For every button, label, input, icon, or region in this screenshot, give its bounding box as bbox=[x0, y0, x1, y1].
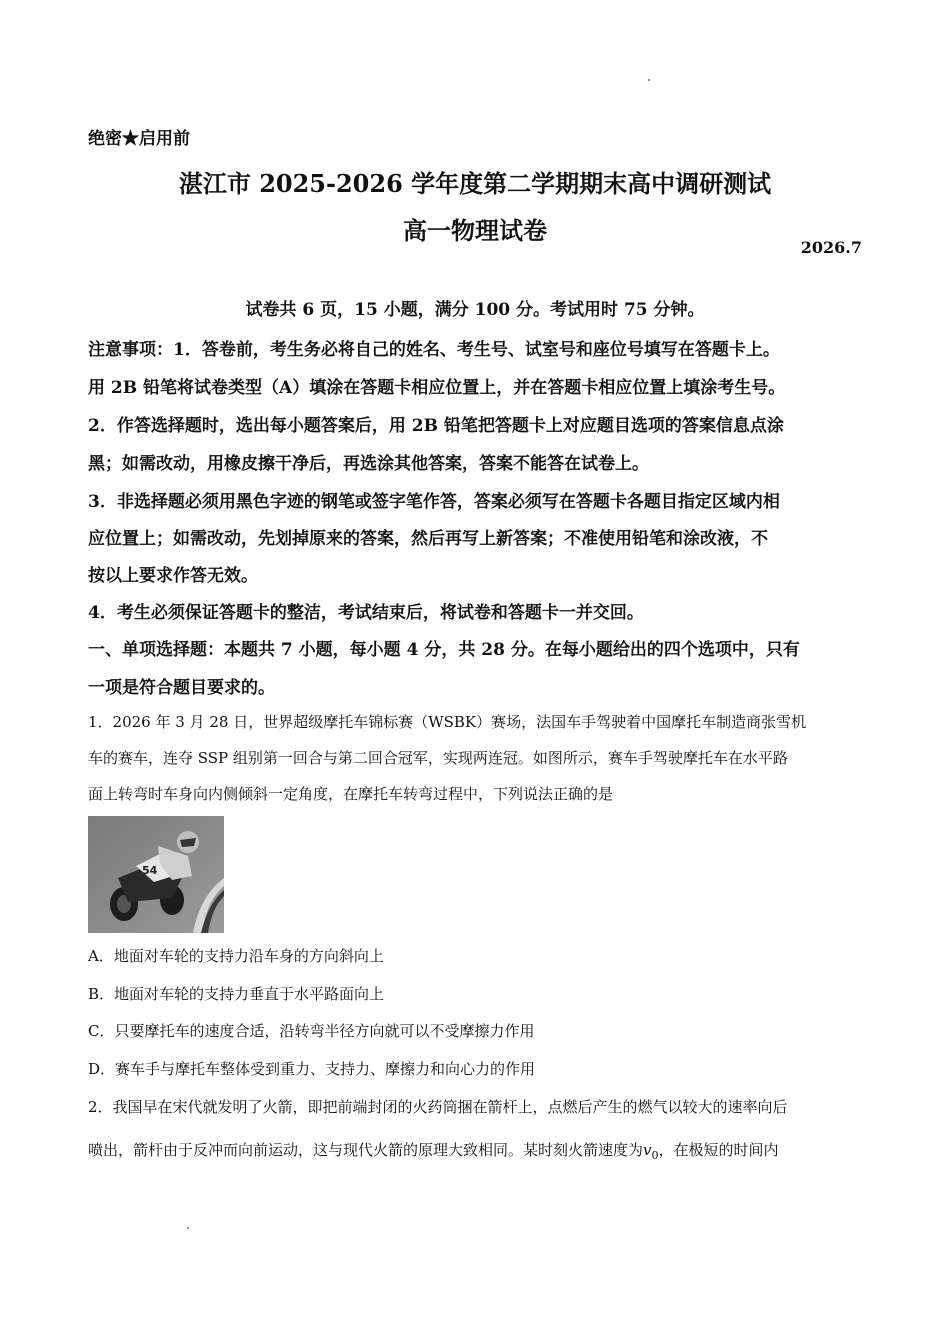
notice-line: 应位置上；如需改动，先划掉原来的答案，然后再写上新答案；不准使用铅笔和涂改液，不 bbox=[88, 529, 768, 549]
notice-line: 按以上要求作答无效。 bbox=[88, 566, 258, 586]
exam-date: 2026.7 bbox=[800, 238, 862, 257]
notice-line: 用 2B 铅笔将试卷类型（A）填涂在答题卡相应位置上，并在答题卡相应位置上填涂考生号。 bbox=[88, 378, 786, 398]
notice-line: 注意事项：1．答卷前，考生务必将自己的姓名、考生号、试室号和座位号填写在答题卡上。 bbox=[88, 340, 780, 360]
question-stem-line: 面上转弯时车身向内侧倾斜一定角度，在摩托车转弯过程中，下列说法正确的是 bbox=[88, 785, 614, 803]
stem-text: 喷出，箭杆由于反冲而向前运动，这与现代火箭的原理大致相同。某时刻火箭速度为 bbox=[88, 1141, 644, 1159]
notice-line: 2．作答选择题时，选出每小题答案后，用 2B 铅笔把答题卡上对应题目选项的答案信息点涂 bbox=[88, 416, 784, 436]
scan-dot bbox=[187, 1227, 189, 1229]
section-heading-line: 一、单项选择题：本题共 7 小题，每小题 4 分，共 28 分。在每小题给出的四个选项中，只有 bbox=[88, 640, 800, 660]
question-stem-line: 2．我国早在宋代就发明了火箭，即把前端封闭的火药筒捆在箭杆上，点燃后产生的燃气以较大的速率向后 bbox=[88, 1098, 788, 1116]
notice-line: 4．考生必须保证答题卡的整洁，考试结束后，将试卷和答题卡一并交回。 bbox=[88, 603, 644, 623]
scan-dot bbox=[648, 79, 650, 81]
secret-mark: 绝密★启用前 bbox=[88, 129, 190, 149]
race-number: 54 bbox=[142, 864, 158, 877]
option-c: C．只要摩托车的速度合适，沿转弯半径方向就可以不受摩擦力作用 bbox=[88, 1022, 535, 1040]
question-stem-line: 车的赛车，连夺 SSP 组别第一回合与第二回合冠军，实现两连冠。如图所示，赛车手驾驶摩托车在水平路 bbox=[88, 749, 788, 767]
question-stem-line: 1．2026 年 3 月 28 日，世界超级摩托车锦标赛（WSBK）赛场，法国车手驾驶着中国摩托车制造商张雪机 bbox=[88, 713, 807, 731]
notice-line: 黑；如需改动，用橡皮擦干净后，再选涂其他答案，答案不能答在试卷上。 bbox=[88, 454, 649, 474]
exam-summary: 试卷共 6 页，15 小题，满分 100 分。考试用时 75 分钟。 bbox=[245, 300, 705, 320]
exam-title: 湛江市 2025-2026 学年度第二学期期末高中调研测试 bbox=[178, 169, 772, 198]
motorcycle-photo bbox=[88, 816, 224, 933]
notice-line: 3．非选择题必须用黑色字迹的钢笔或签字笔作答，答案必须写在答题卡各题目指定区域内相 bbox=[88, 492, 780, 512]
option-d: D．赛车手与摩托车整体受到重力、支持力、摩擦力和向心力的作用 bbox=[88, 1060, 536, 1078]
stem-tail: ，在极短的时间内 bbox=[658, 1141, 779, 1159]
section-heading-line: 一项是符合题目要求的。 bbox=[88, 678, 275, 698]
exam-subtitle: 高一物理试卷 bbox=[403, 216, 547, 245]
velocity-symbol: $v_0$ bbox=[643, 1141, 659, 1162]
option-a: A．地面对车轮的支持力沿车身的方向斜向上 bbox=[88, 947, 384, 965]
question-stem-line-last bbox=[88, 1139, 779, 1162]
option-b: B．地面对车轮的支持力垂直于水平路面向上 bbox=[88, 985, 385, 1003]
